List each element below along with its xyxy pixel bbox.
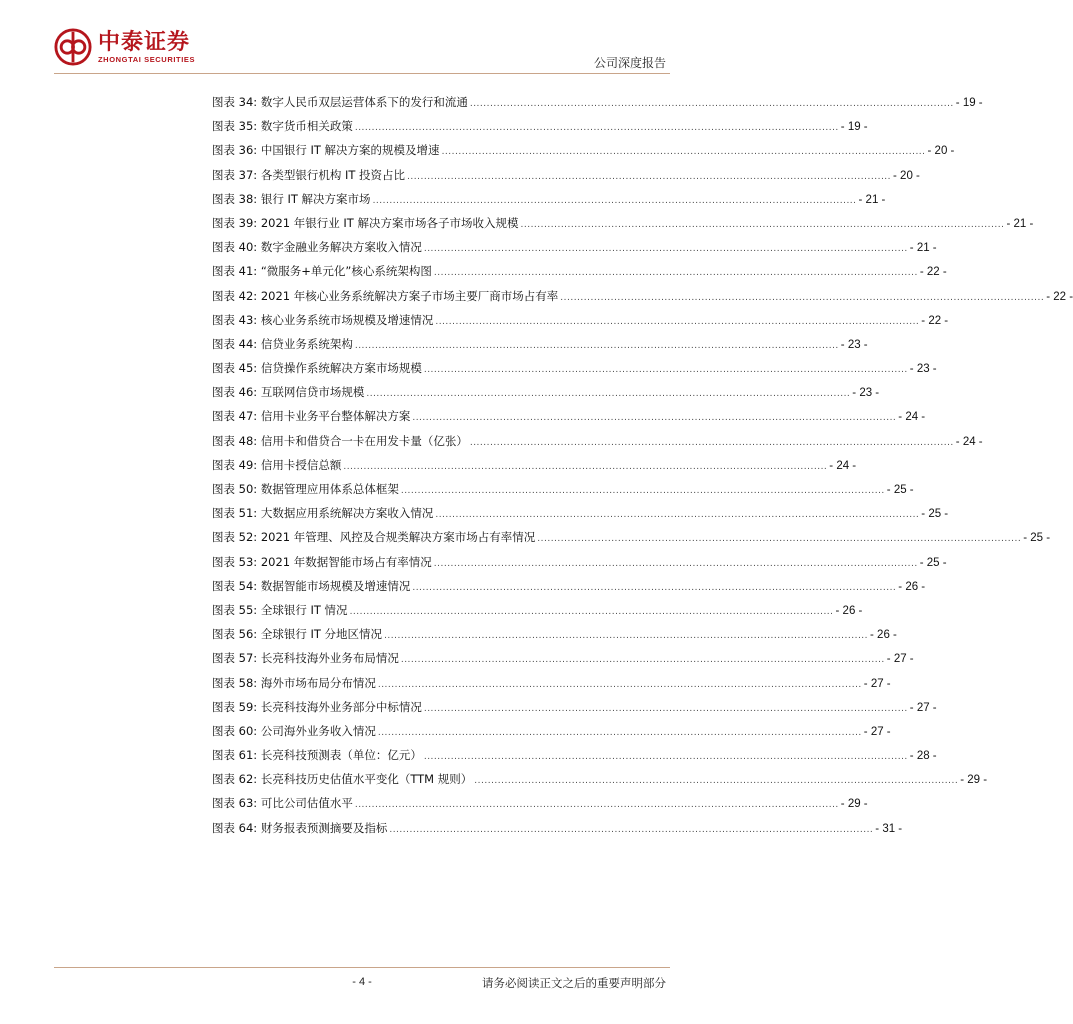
toc-entry[interactable] [212, 118, 868, 142]
toc-entry-label: 图表 64: [212, 820, 258, 835]
toc-entry-label: 图表 61: [212, 748, 258, 763]
toc-entry-label: 图表 53: [212, 554, 258, 569]
toc-entry-label: 图表 63: [212, 796, 258, 811]
toc-dot-leader [412, 413, 896, 423]
toc-entry-page: - 21 - [1006, 217, 1034, 230]
toc-entry-title: 长亮科技海外业务布局情况 [260, 651, 399, 666]
toc-entry[interactable] [212, 94, 983, 118]
toc-entry-title: 信贷业务系统架构 [260, 336, 353, 351]
toc-entry-label: 图表 57: [212, 651, 258, 666]
toc-entry-page: - 19 - [955, 97, 983, 109]
toc-dot-leader [401, 655, 885, 665]
toc-entry-page: - 24 - [955, 435, 983, 448]
toc-entry-page: - 20 - [927, 145, 955, 158]
toc-entry-title: 2021 年管理、风控及合规类解决方案市场占有率情况 [260, 530, 536, 545]
toc-entry-page: - 31 - [875, 822, 903, 835]
toc-entry[interactable] [212, 578, 926, 602]
toc-entry-title: 2021 年数据智能市场占有率情况 [260, 554, 432, 569]
toc-dot-leader [424, 752, 908, 762]
toc-entry-label: 图表 34: [212, 95, 258, 109]
toc-entry[interactable] [212, 263, 947, 287]
toc-dot-leader [424, 244, 908, 254]
toc-entry-page: - 23 - [909, 363, 937, 376]
toc-entry-page: - 22 - [919, 266, 947, 279]
toc-entry-page: - 21 - [858, 193, 886, 206]
logo-chinese-name: 中泰证券 [98, 29, 191, 55]
report-type-label: 公司深度报告 [593, 56, 666, 70]
toc-entry-label: 图表 37: [212, 167, 258, 182]
toc-entry-title: 数据管理应用体系总体框架 [260, 482, 399, 496]
toc-entry[interactable] [212, 239, 937, 263]
toc-entry[interactable] [212, 675, 891, 699]
toc-dot-leader [389, 825, 873, 835]
toc-entry[interactable] [212, 747, 937, 771]
toc-entry-page: - 22 - [921, 314, 949, 327]
toc-entry-title: 公司海外业务收入情况 [260, 723, 376, 738]
toc-entry-title: 大数据应用系统解决方案收入情况 [260, 506, 434, 521]
toc-entry-page: - 25 - [886, 484, 914, 496]
zhongtai-logo-icon [54, 28, 92, 66]
footer-disclaimer: 请务必阅读正文之后的重要声明部分 [482, 976, 666, 990]
toc-entry[interactable] [212, 529, 1051, 553]
toc-entry-label: 图表 48: [212, 433, 258, 448]
toc-entry-title: 可比公司估值水平 [260, 796, 353, 811]
logo-english-name: ZHONGTAI SECURITIES [98, 54, 196, 64]
toc-entry[interactable] [212, 795, 868, 819]
toc-dot-leader [434, 559, 918, 569]
toc-entry-title: 核心业务系统市场规模及增速情况 [260, 312, 434, 327]
toc-entry-title: 数字金融业务解决方案收入情况 [260, 240, 422, 255]
toc-entry[interactable] [212, 433, 983, 457]
toc-entry-page: - 27 - [909, 701, 937, 714]
toc-dot-leader [435, 510, 919, 520]
toc-entry-page: - 29 - [840, 798, 868, 811]
toc-entry[interactable] [212, 312, 949, 336]
toc-entry-label: 图表 50: [212, 482, 258, 496]
toc-entry-label: 图表 54: [212, 578, 258, 593]
company-logo [54, 28, 195, 66]
toc-entry-page: - 25 - [1023, 532, 1051, 545]
toc-dot-leader [434, 268, 918, 278]
toc-entry-page: - 27 - [863, 725, 891, 738]
toc-entry-title: 数字货币相关政策 [260, 119, 353, 134]
toc-entry[interactable] [212, 457, 857, 481]
page-number: - 4 - [352, 976, 372, 988]
toc-dot-leader [366, 389, 850, 399]
toc-dot-leader [355, 341, 839, 351]
toc-entry-title: 信贷操作系统解决方案市场规模 [260, 361, 422, 376]
toc-dot-leader [384, 631, 868, 641]
toc-entry-title: 海外市场布局分布情况 [260, 675, 376, 690]
toc-entry[interactable] [212, 820, 903, 844]
toc-dot-leader [470, 99, 954, 109]
toc-entry[interactable] [212, 384, 880, 408]
toc-entry-label: 图表 56: [212, 627, 258, 642]
toc-entry[interactable] [212, 723, 891, 747]
toc-entry-label: 图表 40: [212, 240, 258, 255]
toc-entry-label: 图表 44: [212, 336, 258, 351]
toc-entry-title: 银行 IT 解决方案市场 [260, 191, 371, 206]
toc-entry-page: - 27 - [863, 677, 891, 690]
toc-dot-leader [401, 486, 885, 496]
toc-entry-label: 图表 43: [212, 312, 258, 327]
toc-entry-page: - 26 - [898, 580, 926, 593]
toc-dot-leader [355, 800, 839, 810]
toc-entry-title: 信用卡和借贷合一卡在用发卡量（亿张） [260, 433, 468, 448]
toc-entry-label: 图表 39: [212, 215, 258, 230]
toc-dot-leader [412, 583, 896, 593]
toc-entry-page: - 28 - [909, 750, 937, 763]
toc-entry-label: 图表 45: [212, 361, 258, 376]
toc-entry-label: 图表 36: [212, 143, 258, 158]
toc-entry-title: 数据智能市场规模及增速情况 [260, 578, 411, 593]
toc-entry-title: 长亮科技预测表（单位：亿元） [260, 748, 422, 763]
toc-entry[interactable] [212, 167, 920, 191]
toc-entry-page: - 26 - [835, 604, 863, 617]
toc-dot-leader [537, 534, 1021, 544]
toc-dot-leader [343, 462, 827, 472]
toc-entry-title: 信用卡授信总额 [260, 457, 342, 472]
footer-divider [54, 967, 670, 968]
toc-entry-title: 各类型银行机构 IT 投资占比 [260, 167, 406, 182]
toc-entry[interactable] [212, 215, 1034, 239]
toc-dot-leader [560, 293, 1044, 303]
toc-entry[interactable] [212, 142, 955, 166]
toc-dot-leader [435, 317, 919, 327]
toc-entry[interactable] [212, 481, 914, 505]
toc-entry[interactable] [212, 360, 937, 384]
toc-entry-title: 长亮科技历史估值水平变化（TTM 规则） [260, 772, 473, 787]
toc-entry-page: - 25 - [921, 508, 949, 521]
toc-entry-page: - 25 - [919, 556, 947, 569]
toc-dot-leader [424, 365, 908, 375]
toc-dot-leader [373, 196, 857, 206]
toc-entry-label: 图表 51: [212, 506, 258, 521]
toc-entry-label: 图表 41: [212, 264, 258, 279]
toc-entry-label: 图表 49: [212, 457, 258, 472]
toc-dot-leader [378, 680, 862, 690]
toc-entry-page: - 23 - [852, 387, 880, 400]
toc-entry-page: - 29 - [960, 774, 988, 787]
toc-dot-leader [424, 704, 908, 714]
toc-entry-label: 图表 58: [212, 675, 258, 690]
toc-entry[interactable] [212, 650, 914, 674]
toc-entry-title: “微服务+单元化”核心系统架构图 [260, 264, 432, 279]
toc-entry-page: - 19 - [840, 121, 868, 134]
toc-dot-leader [474, 776, 958, 786]
toc-entry-title: 2021 年核心业务系统解决方案子市场主要厂商市场占有率 [260, 288, 559, 303]
toc-dot-leader [378, 728, 862, 738]
toc-entry-label: 图表 52: [212, 530, 258, 545]
toc-dot-leader [470, 438, 954, 448]
toc-entry-label: 图表 46: [212, 385, 258, 400]
toc-entry-title: 长亮科技海外业务部分中标情况 [260, 699, 422, 714]
toc-entry-title: 信用卡业务平台整体解决方案 [260, 409, 411, 424]
toc-entry-page: - 27 - [886, 653, 914, 666]
toc-dot-leader [350, 607, 834, 617]
toc-dot-leader [407, 172, 891, 182]
toc-entry[interactable] [212, 191, 886, 215]
toc-entry-title: 全球银行 IT 情况 [260, 602, 348, 617]
toc-entry[interactable] [212, 771, 988, 795]
toc-entry-label: 图表 35: [212, 119, 258, 134]
toc-entry-label: 图表 38: [212, 191, 258, 206]
toc-entry-label: 图表 55: [212, 602, 258, 617]
toc-entry-title: 全球银行 IT 分地区情况 [260, 627, 383, 642]
header-divider [54, 73, 670, 74]
figure-index-list [212, 94, 1073, 844]
toc-entry-title: 互联网信贷市场规模 [260, 385, 365, 400]
toc-entry-page: - 26 - [870, 629, 897, 642]
toc-entry-page: - 24 - [898, 411, 926, 424]
toc-dot-leader [520, 220, 1004, 230]
toc-dot-leader [442, 147, 926, 157]
toc-entry-title: 财务报表预测摘要及指标 [260, 820, 388, 835]
toc-entry-title: 中国银行 IT 解决方案的规模及增速 [260, 143, 440, 158]
toc-entry-label: 图表 42: [212, 288, 258, 303]
toc-entry[interactable] [212, 554, 947, 578]
toc-entry-label: 图表 60: [212, 723, 258, 738]
toc-dot-leader [355, 123, 839, 133]
toc-entry[interactable] [212, 505, 949, 529]
toc-entry-page: - 23 - [840, 338, 868, 351]
toc-entry-page: - 20 - [893, 169, 920, 182]
toc-entry-title: 2021 年银行业 IT 解决方案市场各子市场收入规模 [260, 215, 519, 230]
page-header [0, 0, 724, 80]
toc-entry-title: 数字人民币双层运营体系下的发行和流通 [260, 95, 468, 109]
toc-entry-label: 图表 47: [212, 409, 258, 424]
toc-entry[interactable] [212, 336, 868, 360]
toc-entry[interactable] [212, 626, 897, 650]
toc-entry[interactable] [212, 602, 863, 626]
toc-entry[interactable] [212, 699, 937, 723]
toc-entry-page: - 24 - [829, 459, 857, 472]
toc-entry-label: 图表 62: [212, 772, 258, 787]
toc-entry[interactable] [212, 288, 1073, 312]
toc-entry-page: - 21 - [909, 242, 937, 255]
toc-entry[interactable] [212, 408, 926, 432]
toc-entry-page: - 22 - [1046, 290, 1073, 303]
toc-entry-label: 图表 59: [212, 699, 258, 714]
